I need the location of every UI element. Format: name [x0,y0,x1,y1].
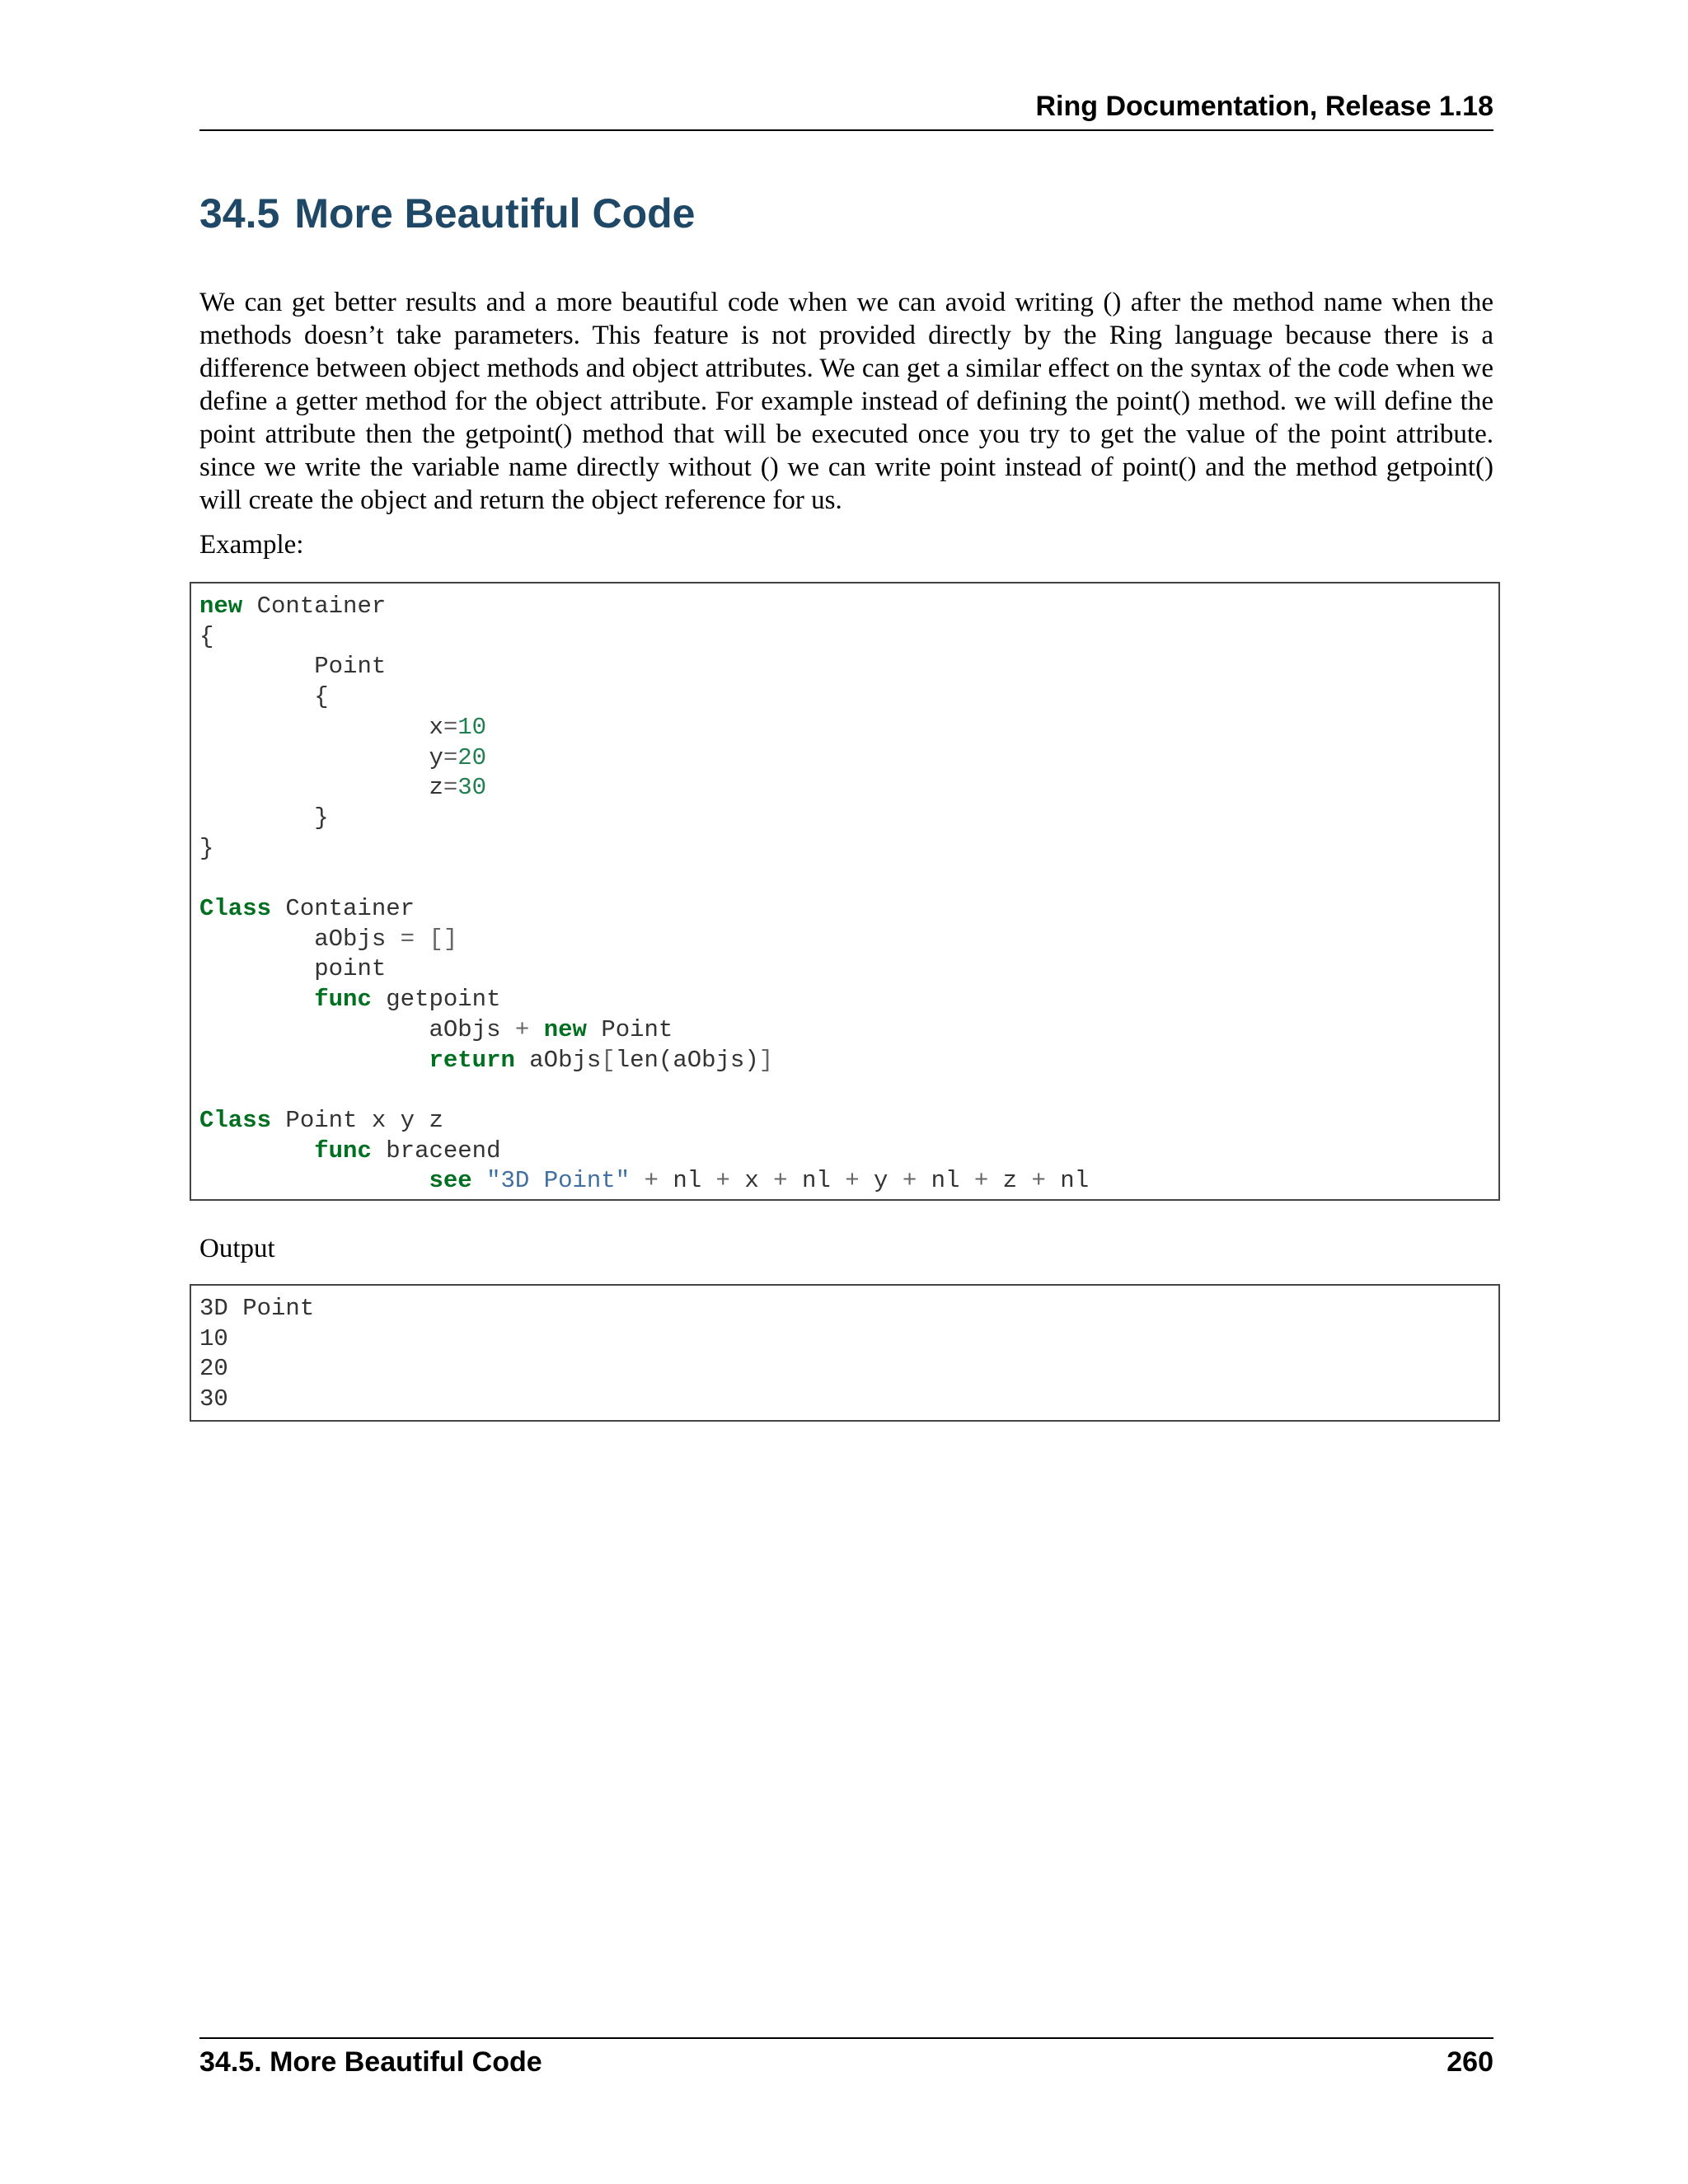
section-title: More Beautiful Code [294,190,696,237]
code-operator: + [845,1167,860,1195]
code-identifier: point [314,955,387,983]
code-punct: } [199,834,214,862]
page-number: 260 [1447,2046,1493,2078]
code-keyword: see [429,1167,472,1195]
code-identifier: Point x y z [285,1106,443,1134]
section-number: 34.5 [199,190,280,237]
output-line: 10 [199,1324,228,1352]
code-identifier: nl [931,1167,960,1195]
code-operator: + [644,1167,659,1195]
code-identifier: y [429,743,443,771]
code-identifier: getpoint [386,986,501,1014]
code-number: 30 [457,774,487,802]
code-listing [191,583,1498,1197]
code-keyword: func [314,986,372,1014]
code-identifier: x [429,713,443,741]
code-operator: + [715,1167,730,1195]
code-identifier: len(aObjs) [615,1046,759,1074]
code-identifier: aObjs [314,925,387,953]
code-keyword: Class [199,895,272,923]
code-example-block [190,582,1500,1201]
code-punct: { [199,622,214,650]
code-identifier: x [744,1167,759,1195]
code-identifier: nl [673,1167,702,1195]
output-line: 3D Point [199,1295,315,1322]
output-label: Output [199,1234,275,1263]
code-identifier: Point [314,653,387,681]
body-paragraph: We can get better results and a more beautiful code when we can avoid writing () after the method name when the methods doesn’t take parameters. This feature is not provided directly by the Ring language because there is a difference between object methods and object attributes. We can get a similar effect on the syntax of the code when we define a getter method for the object attribute. For example instead of defining the point() method. we will define the point attribute then the getpoint() method that will be executed once you try to get the value of the point attribute. since we write the variable name directly without () we can write point instead of point() and the method getpoint() will create the object and return the object reference for us. [199,288,1493,515]
code-identifier: braceend [386,1137,501,1165]
code-punct: [ [601,1046,616,1074]
code-identifier: aObjs [529,1046,602,1074]
code-identifier: nl [801,1167,831,1195]
code-keyword: func [314,1137,372,1165]
code-identifier: Container [285,895,415,923]
code-operator: + [773,1167,788,1195]
code-identifier: aObjs [429,1015,501,1043]
code-operator: = [400,925,415,953]
code-operator: + [514,1015,530,1043]
code-identifier: z [429,774,443,802]
code-operator: = [443,743,458,771]
running-header: Ring Documentation, Release 1.18 [1035,91,1493,122]
footer-rule [199,2037,1493,2039]
code-number: 10 [457,713,487,741]
code-punct: ] [758,1046,774,1074]
code-number: 20 [457,743,487,771]
code-operator: = [443,713,458,741]
code-punct: [] [429,925,458,953]
code-punct: } [314,804,329,832]
code-identifier: y [874,1167,889,1195]
code-keyword: new [543,1015,587,1043]
code-operator: + [973,1167,989,1195]
code-identifier: Container [256,593,387,620]
section-heading [199,190,695,237]
output-line: 30 [199,1385,228,1413]
code-operator: + [902,1167,917,1195]
code-punct: { [314,683,329,711]
code-string: "3D Point" [486,1167,631,1195]
output-block [190,1284,1500,1422]
footer-section: 34.5. More Beautiful Code [199,2046,542,2078]
code-keyword: return [429,1046,515,1074]
example-label: Example: [199,530,304,560]
code-identifier: z [1002,1167,1018,1195]
code-operator: + [1031,1167,1046,1195]
code-identifier: nl [1060,1167,1090,1195]
code-operator: = [443,774,458,802]
code-keyword: Class [199,1106,272,1134]
header-rule [199,129,1493,131]
output-listing [191,1286,1498,1415]
code-identifier: Point [601,1015,673,1043]
output-line: 20 [199,1355,228,1383]
code-keyword: new [199,593,243,620]
